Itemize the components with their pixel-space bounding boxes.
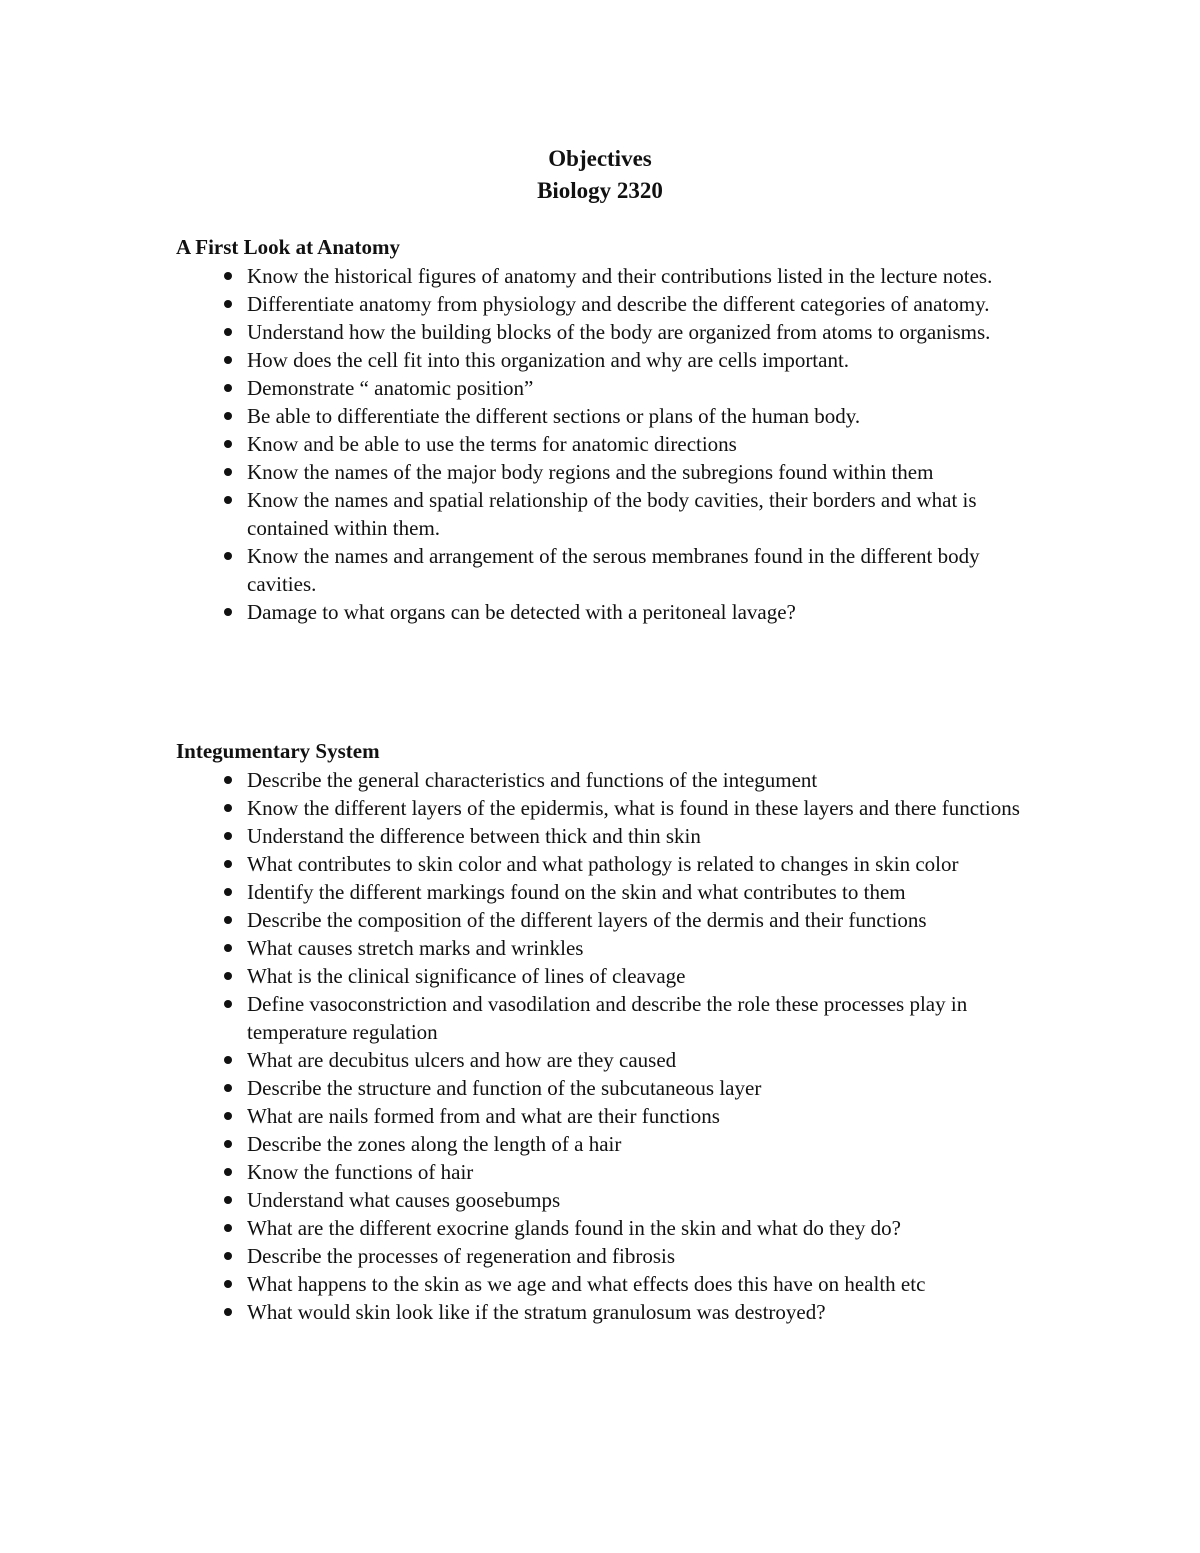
list-item-text: Describe the processes of regeneration and fibrosis: [247, 1244, 676, 1268]
list-item-text: How does the cell fit into this organization and why are cells important.: [247, 348, 850, 372]
list-item: [176, 598, 1036, 626]
list-item: [176, 402, 1036, 430]
list-item-text: What are decubitus ulcers and how are they caused: [247, 1048, 677, 1072]
bullet-icon: [224, 1056, 232, 1064]
list-item: [176, 794, 1036, 822]
bullet-icon: [224, 776, 232, 784]
list-item-text: What would skin look like if the stratum granulosum was destroyed?: [247, 1300, 826, 1324]
list-item: [176, 346, 1036, 374]
section-first-look-at-anatomy: [176, 233, 1036, 626]
list-item-text: Describe the structure and function of the subcutaneous layer: [247, 1076, 762, 1100]
list-item-text: Demonstrate “ anatomic position”: [247, 376, 534, 400]
list-item-text: Be able to differentiate the different sections or plans of the human body.: [247, 404, 861, 428]
list-item-text: Understand the difference between thick and thin skin: [247, 824, 701, 848]
section-integumentary-system: [176, 737, 1036, 1326]
bullet-icon: [224, 916, 232, 924]
bullet-icon: [224, 1196, 232, 1204]
list-item-text: Know the names and arrangement of the serous membranes found in the different body cavities.: [247, 544, 980, 596]
list-item-text: Differentiate anatomy from physiology and describe the different categories of anatomy.: [247, 292, 990, 316]
list-item-text: Define vasoconstriction and vasodilation and describe the role these processes play in temperature regulation: [247, 992, 968, 1044]
bullet-icon: [224, 944, 232, 952]
document-title: Objectives: [548, 146, 652, 171]
list-item-text: Damage to what organs can be detected with a peritoneal lavage?: [247, 600, 796, 624]
list-item: [176, 290, 1036, 318]
bullet-icon: [224, 608, 232, 616]
list-item-text: Know the historical figures of anatomy and their contributions listed in the lecture notes.: [247, 264, 993, 288]
bullet-icon: [224, 1168, 232, 1176]
list-item: [176, 430, 1036, 458]
bullet-icon: [224, 1112, 232, 1120]
list-item-text: What contributes to skin color and what pathology is related to changes in skin color: [247, 852, 959, 876]
bullet-icon: [224, 1000, 232, 1008]
bullet-icon: [224, 300, 232, 308]
objectives-list: [176, 262, 1036, 626]
bullet-icon: [224, 328, 232, 336]
bullet-icon: [224, 804, 232, 812]
section-heading: A First Look at Anatomy: [176, 235, 401, 259]
bullet-icon: [224, 888, 232, 896]
bullet-icon: [224, 384, 232, 392]
list-item-text: Understand what causes goosebumps: [247, 1188, 561, 1212]
objectives-list: [176, 766, 1036, 1326]
bullet-icon: [224, 356, 232, 364]
bullet-icon: [224, 272, 232, 280]
list-item: [176, 318, 1036, 346]
list-item: [176, 1270, 1036, 1298]
list-item: [176, 1130, 1036, 1158]
bullet-icon: [224, 1280, 232, 1288]
list-item: [176, 990, 1036, 1046]
bullet-icon: [224, 468, 232, 476]
list-item: [176, 542, 1036, 598]
document-header: [0, 143, 1200, 207]
bullet-icon: [224, 1224, 232, 1232]
list-item: [176, 962, 1036, 990]
list-item: [176, 262, 1036, 290]
bullet-icon: [224, 440, 232, 448]
bullet-icon: [224, 552, 232, 560]
list-item: [176, 878, 1036, 906]
list-item: [176, 1242, 1036, 1270]
bullet-icon: [224, 860, 232, 868]
list-item: [176, 934, 1036, 962]
list-item-text: Describe the composition of the different layers of the dermis and their functions: [247, 908, 927, 932]
list-item-text: Know and be able to use the terms for anatomic directions: [247, 432, 737, 456]
list-item-text: What happens to the skin as we age and what effects does this have on health etc: [247, 1272, 926, 1296]
list-item: [176, 1298, 1036, 1326]
bullet-icon: [224, 972, 232, 980]
list-item-text: What is the clinical significance of lines of cleavage: [247, 964, 686, 988]
list-item: [176, 850, 1036, 878]
bullet-icon: [224, 1252, 232, 1260]
list-item: [176, 1102, 1036, 1130]
list-item: [176, 822, 1036, 850]
section-heading: Integumentary System: [176, 739, 380, 763]
list-item-text: Identify the different markings found on the skin and what contributes to them: [247, 880, 906, 904]
list-item: [176, 906, 1036, 934]
bullet-icon: [224, 496, 232, 504]
list-item-text: What are the different exocrine glands found in the skin and what do they do?: [247, 1216, 901, 1240]
document-subtitle: Biology 2320: [537, 178, 663, 203]
bullet-icon: [224, 412, 232, 420]
list-item-text: Know the names and spatial relationship of the body cavities, their borders and what is contained within them.: [247, 488, 977, 540]
list-item-text: Describe the zones along the length of a hair: [247, 1132, 622, 1156]
bullet-icon: [224, 1084, 232, 1092]
bullet-icon: [224, 832, 232, 840]
list-item: [176, 1046, 1036, 1074]
list-item-text: Understand how the building blocks of the body are organized from atoms to organisms.: [247, 320, 991, 344]
list-item: [176, 458, 1036, 486]
list-item-text: Describe the general characteristics and functions of the integument: [247, 768, 818, 792]
list-item: [176, 1074, 1036, 1102]
list-item: [176, 766, 1036, 794]
list-item-text: Know the functions of hair: [247, 1160, 474, 1184]
list-item-text: Know the names of the major body regions and the subregions found within them: [247, 460, 934, 484]
list-item-text: What are nails formed from and what are their functions: [247, 1104, 720, 1128]
list-item: [176, 486, 1036, 542]
list-item-text: What causes stretch marks and wrinkles: [247, 936, 584, 960]
list-item: [176, 1214, 1036, 1242]
list-item: [176, 1158, 1036, 1186]
bullet-icon: [224, 1140, 232, 1148]
bullet-icon: [224, 1308, 232, 1316]
list-item: [176, 374, 1036, 402]
list-item-text: Know the different layers of the epidermis, what is found in these layers and there functions: [247, 796, 1020, 820]
list-item: [176, 1186, 1036, 1214]
